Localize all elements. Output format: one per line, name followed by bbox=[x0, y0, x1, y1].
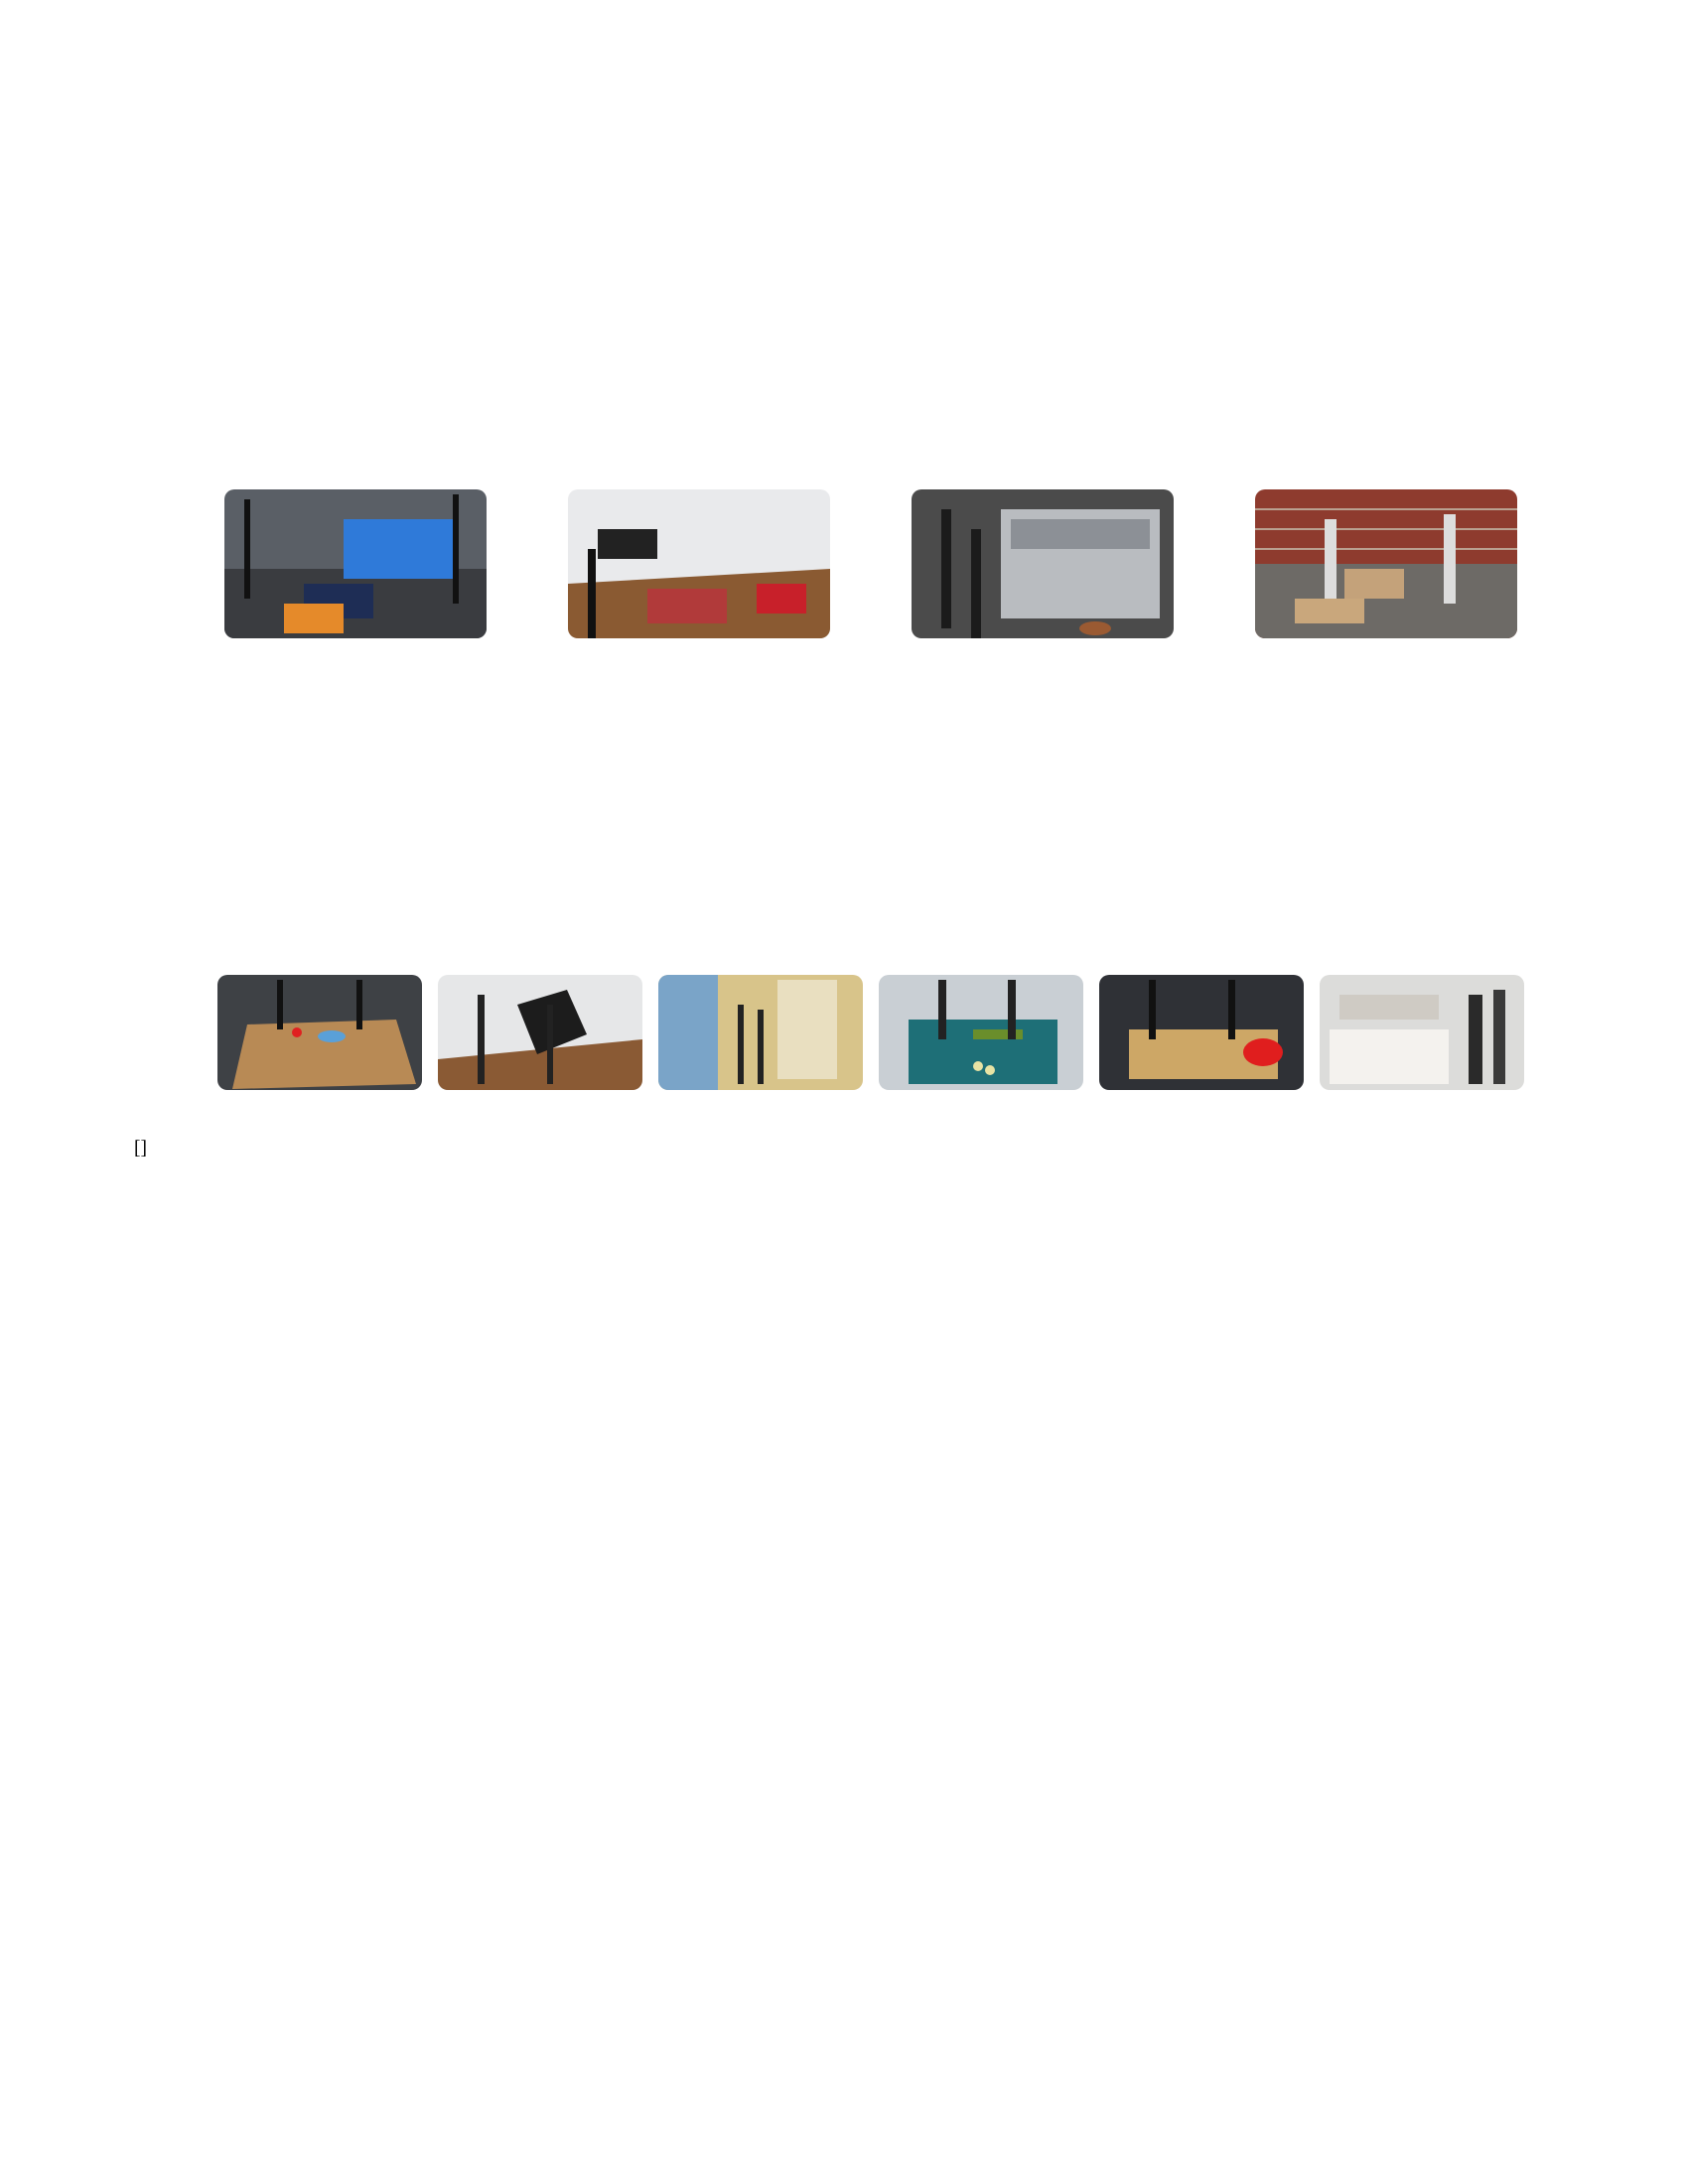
figure-6-caption: [] bbox=[134, 1138, 147, 1160]
